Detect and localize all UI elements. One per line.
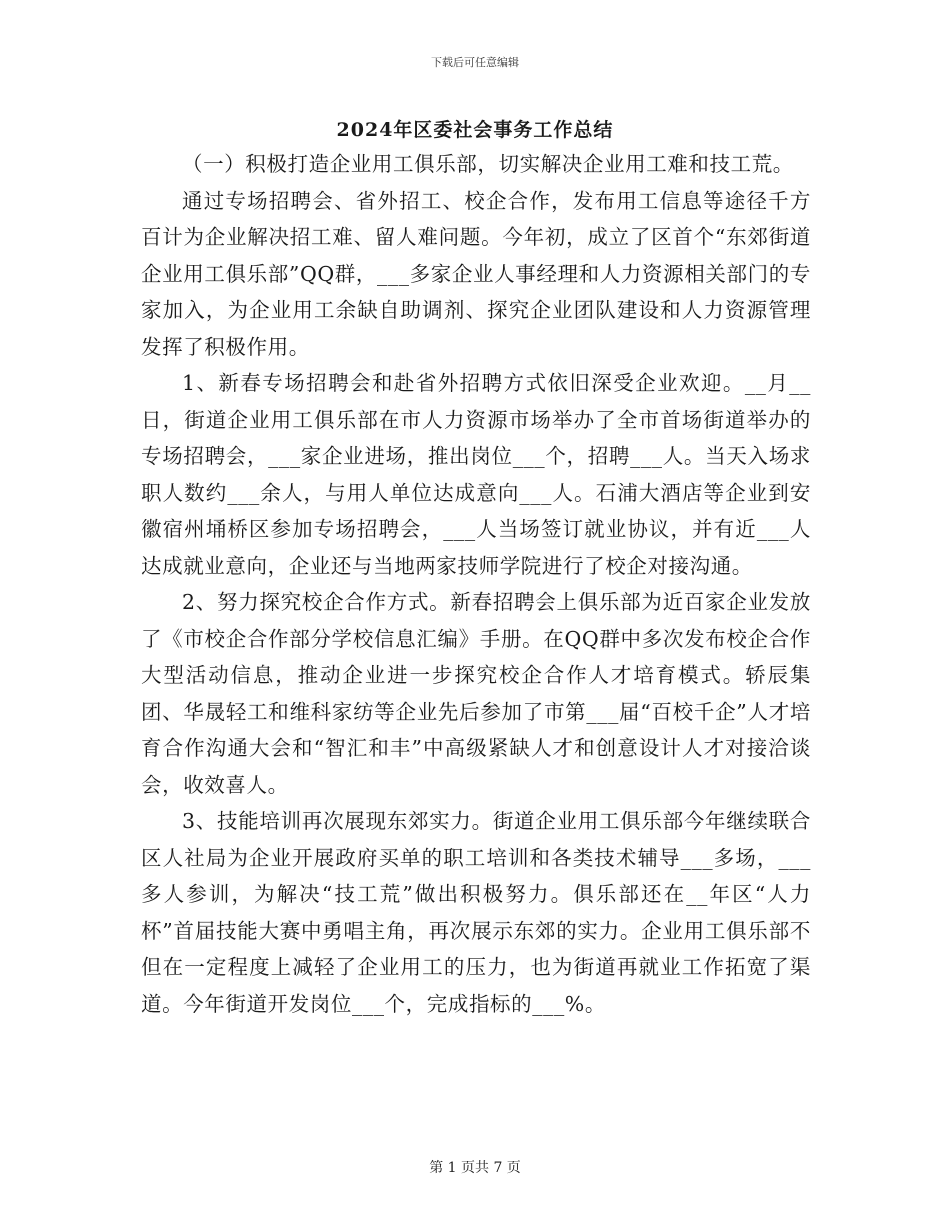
page-header-note: 下载后可任意编辑 [431,56,519,69]
page-number-indicator: 第 1 页共 7 页 [429,1160,521,1176]
document-title: 2024年区委社会事务工作总结 [336,119,614,141]
section-heading-paragraph: （一）积极打造企业用工俱乐部，切实解决企业用工难和技工荒。 [182,152,794,176]
body-paragraph: 1、新春专场招聘会和赴省外招聘方式依旧深受企业欢迎。__月__日，街道企业用工俱乐部在市人力资源市场举办了全市首场街道举办的专场招聘会，___家企业进场，推出岗位___个，招聘___人。当天入场求职人数约___余人，与用人单位达成意向___人。石浦大酒店等企业到安徽宿州埇桥区参加专场招聘会，___人当场签订就业协议，并有近___人达成就业意向，企业还与当地两家技师学院进行了校企对接沟通。 [141,371,811,578]
document-body [141,146,811,1022]
body-paragraph: 2、努力探究校企合作方式。新春招聘会上俱乐部为近百家企业发放了《市校企合作部分学校信息汇编》手册。在QQ群中多次发布校企合作大型活动信息，推动企业进一步探究校企合作人才培育模式。轿辰集团、华晟轻工和维科家纺等企业先后参加了市第___届“百校千企”人才培育合作沟通大会和“智汇和丰”中高级紧缺人才和创意设计人才对接洽谈会，收效喜人。 [141,590,811,797]
body-paragraph: 通过专场招聘会、省外招工、校企合作，发布用工信息等途径千方百计为企业解决招工难、留人难问题。今年初，成立了区首个“东郊街道企业用工俱乐部”QQ群，___多家企业人事经理和人力资源相关部门的专家加入，为企业用工余缺自助调剂、探究企业团队建设和人力资源管理发挥了积极作用。 [141,188,811,359]
body-paragraph: 3、技能培训再次展现东郊实力。街道企业用工俱乐部今年继续联合区人社局为企业开展政府买单的职工培训和各类技术辅导___多场，___多人参训，为解决“技工荒”做出积极努力。俱乐部还在__年区“人力杯”首届技能大赛中勇唱主角，再次展示东郊的实力。企业用工俱乐部不但在一定程度上减轻了企业用工的压力，也为街道再就业工作拓宽了渠道。今年街道开发岗位___个，完成指标的___%。 [141,809,811,1016]
